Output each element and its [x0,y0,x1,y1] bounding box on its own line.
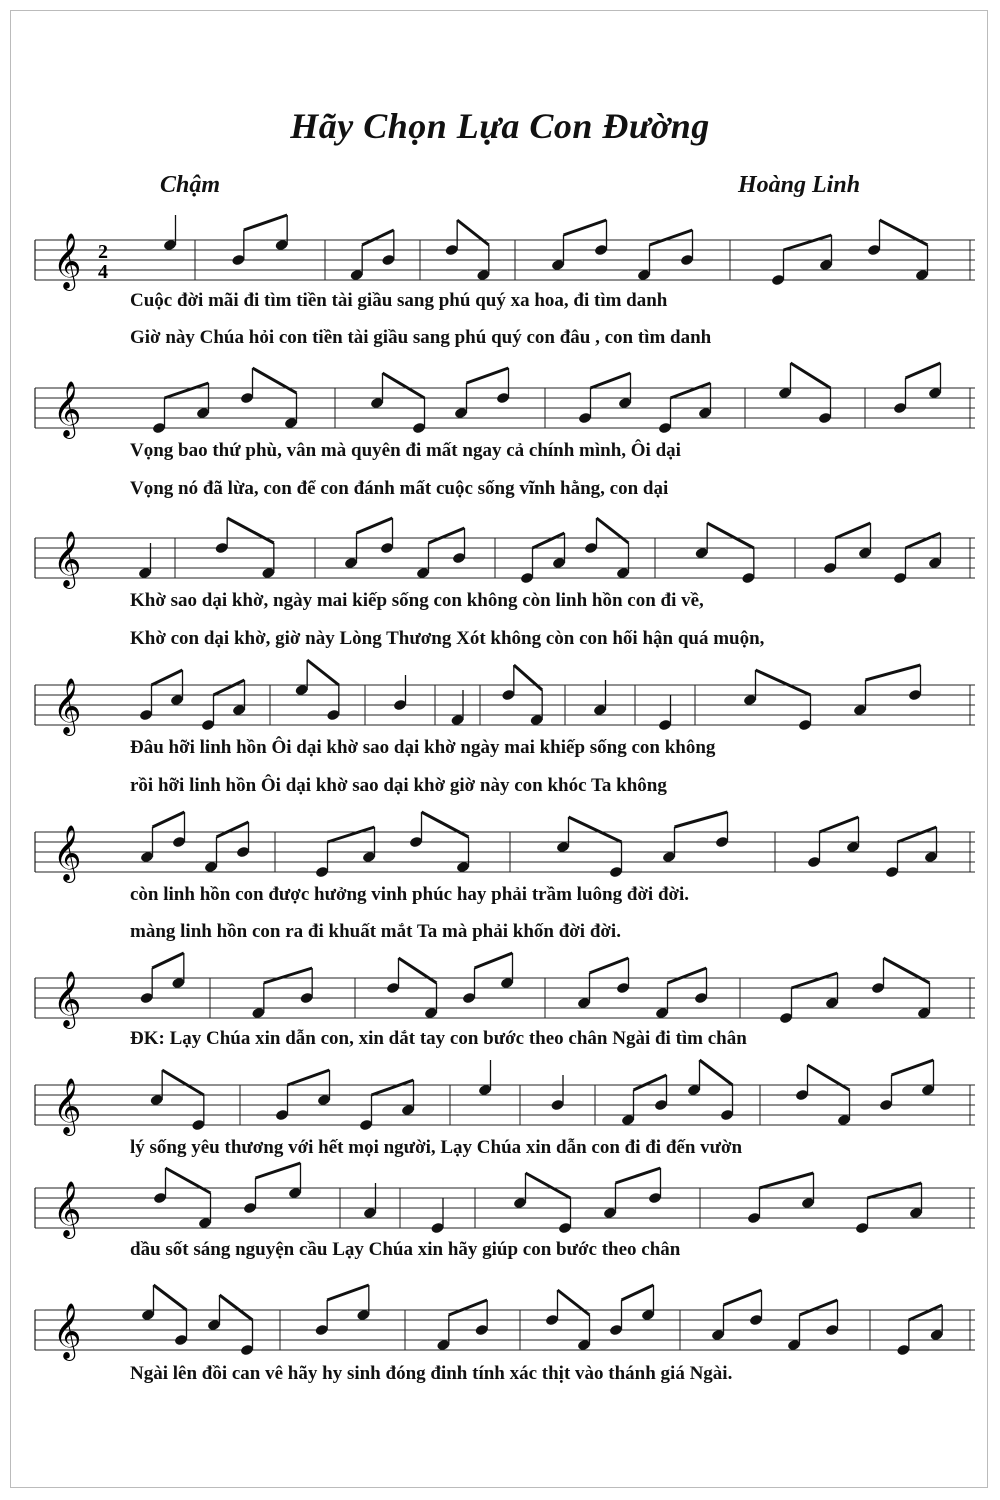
treble-clef-icon: 𝄞 [53,971,82,1027]
treble-clef-icon: 𝄞 [53,1181,82,1237]
note-beam [166,1168,211,1193]
note-beam [884,958,930,983]
note-beam [467,368,509,383]
staff-system-1 [35,220,975,288]
note-beam [616,1168,661,1183]
note-beam [898,827,937,842]
note-beam [707,523,754,548]
staff-system-2 [35,368,975,436]
treble-clef-icon: 𝄞 [53,531,82,587]
staff-svg [35,518,975,598]
note-beam [214,680,245,695]
staff-system-8 [35,1168,975,1236]
staff-svg [35,1065,975,1145]
staff-system-5 [35,812,975,880]
note-beam [784,235,832,250]
song-title: Hãy Chọn Lựa Con Đường [290,106,710,146]
staff-system-7 [35,1065,975,1133]
staff-svg [35,958,975,1038]
note-beam [220,1295,253,1320]
lyric-line: màng linh hồn con ra đi khuất mắt Ta mà phải khốn đời đời. [130,921,621,942]
note-beam [165,383,209,398]
note-beam [880,220,928,245]
note-beam [675,812,728,827]
note-beam [253,368,297,393]
note-beam [399,958,437,983]
lyric-line: Khờ sao dại khờ, ngày mai kiếp sống con không còn linh hồn con đi về, [130,590,704,611]
note-beam [422,812,469,837]
note-beam [558,1290,590,1315]
treble-clef-icon: 𝄞 [53,233,82,289]
note-beam [597,518,629,543]
note-beam [357,518,393,533]
note-beam [429,528,465,543]
note-beam [650,230,693,245]
lyric-line: Giờ này Chúa hỏi con tiền tài giầu sang phú quý con đâu , con tìm danh [130,327,712,348]
note-beam [808,1065,850,1090]
composer-name: Hoàng Linh [738,172,861,198]
note-beam [569,817,622,842]
note-beam [264,968,312,983]
lyric-line: Cuộc đời mãi đi tìm tiền tài giầu sang phú quý xa hoa, đi tìm danh [130,290,668,311]
note-beam [457,220,489,245]
time-signature-top: 2 [98,241,108,263]
note-beam [514,665,542,690]
tempo-marking: Chậm [160,172,221,198]
note-beam [449,1300,487,1315]
note-beam [217,822,249,837]
treble-clef-icon: 𝄞 [53,1078,82,1134]
staff-svg [35,665,975,745]
note-beam [152,670,183,685]
treble-clef-icon: 𝄞 [53,1303,82,1359]
lyric-line: Đâu hỡi linh hồn Ôi dại khờ sao dại khờ ngày mai khiếp sống con không [130,737,716,758]
note-beam [866,665,921,680]
note-beam [760,1173,814,1188]
note-beam [668,968,707,983]
note-beam [362,230,394,245]
note-beam [756,670,811,695]
lyric-line: Vọng bao thứ phù, vân mà quyên đi mất ngay cả chính mình, Ôi dại [130,440,681,461]
staff-svg [35,1168,975,1248]
note-beam [372,1080,414,1095]
staff-system-6 [35,958,975,1026]
lyric-line: dầu sốt sáng nguyện cầu Lạy Chúa xin hãy giúp con bước theo chân [130,1239,681,1260]
lyric-line: lý sống yêu thương với hết mọi người, Lạy Chúa xin dẫn con đi đi đến vườn [130,1137,743,1158]
note-beam [906,533,941,548]
note-beam [634,1075,667,1090]
note-beam [383,373,425,398]
note-beam [564,220,607,235]
note-beam [162,1070,204,1095]
staff-system-4 [35,665,975,733]
staff-svg [35,368,975,448]
note-beam [868,1183,922,1198]
note-beam [724,1290,762,1305]
note-beam [909,1305,942,1320]
treble-clef-icon: 𝄞 [53,678,82,734]
note-beam [671,383,711,398]
note-beam [820,817,859,832]
lyric-line: còn linh hồn con được hưởng vinh phúc hay phải trầm luông đời đời. [130,884,690,905]
staff-system-3 [35,518,975,586]
lyric-line: ĐK: Lạy Chúa xin dẫn con, xin dắt tay con bước theo chân Ngài đi tìm chân [130,1028,747,1049]
note-beam [792,973,838,988]
note-beam [153,812,185,827]
note-beam [288,1070,330,1085]
note-beam [227,518,274,543]
note-beam [533,533,565,548]
staff-system-9 [35,1290,975,1358]
staff-svg [35,220,975,300]
treble-clef-icon: 𝄞 [53,825,82,881]
note-beam [590,958,629,973]
lyric-line: rồi hỡi linh hồn Ôi dại khờ sao dại khờ giờ này con khóc Ta không [130,775,667,796]
note-beam [591,373,631,388]
lyric-line: Khờ con dại khờ, giờ này Lòng Thương Xót không còn con hối hận quá muộn, [130,628,765,649]
treble-clef-icon: 𝄞 [53,381,82,437]
note-beam [526,1173,571,1198]
note-beam [328,827,375,842]
time-signature-bottom: 4 [98,261,108,283]
lyric-line: Vọng nó đã lừa, con để con đánh mất cuộc sống vĩnh hằng, con dại [130,478,669,499]
lyric-line: Ngài lên đồi can vê hãy hy sinh đóng đinh tính xác thịt vào thánh giá Ngài. [130,1363,733,1384]
staff-svg [35,1290,975,1370]
staff-svg [35,812,975,892]
note-beam [836,523,871,538]
note-beam [800,1300,838,1315]
